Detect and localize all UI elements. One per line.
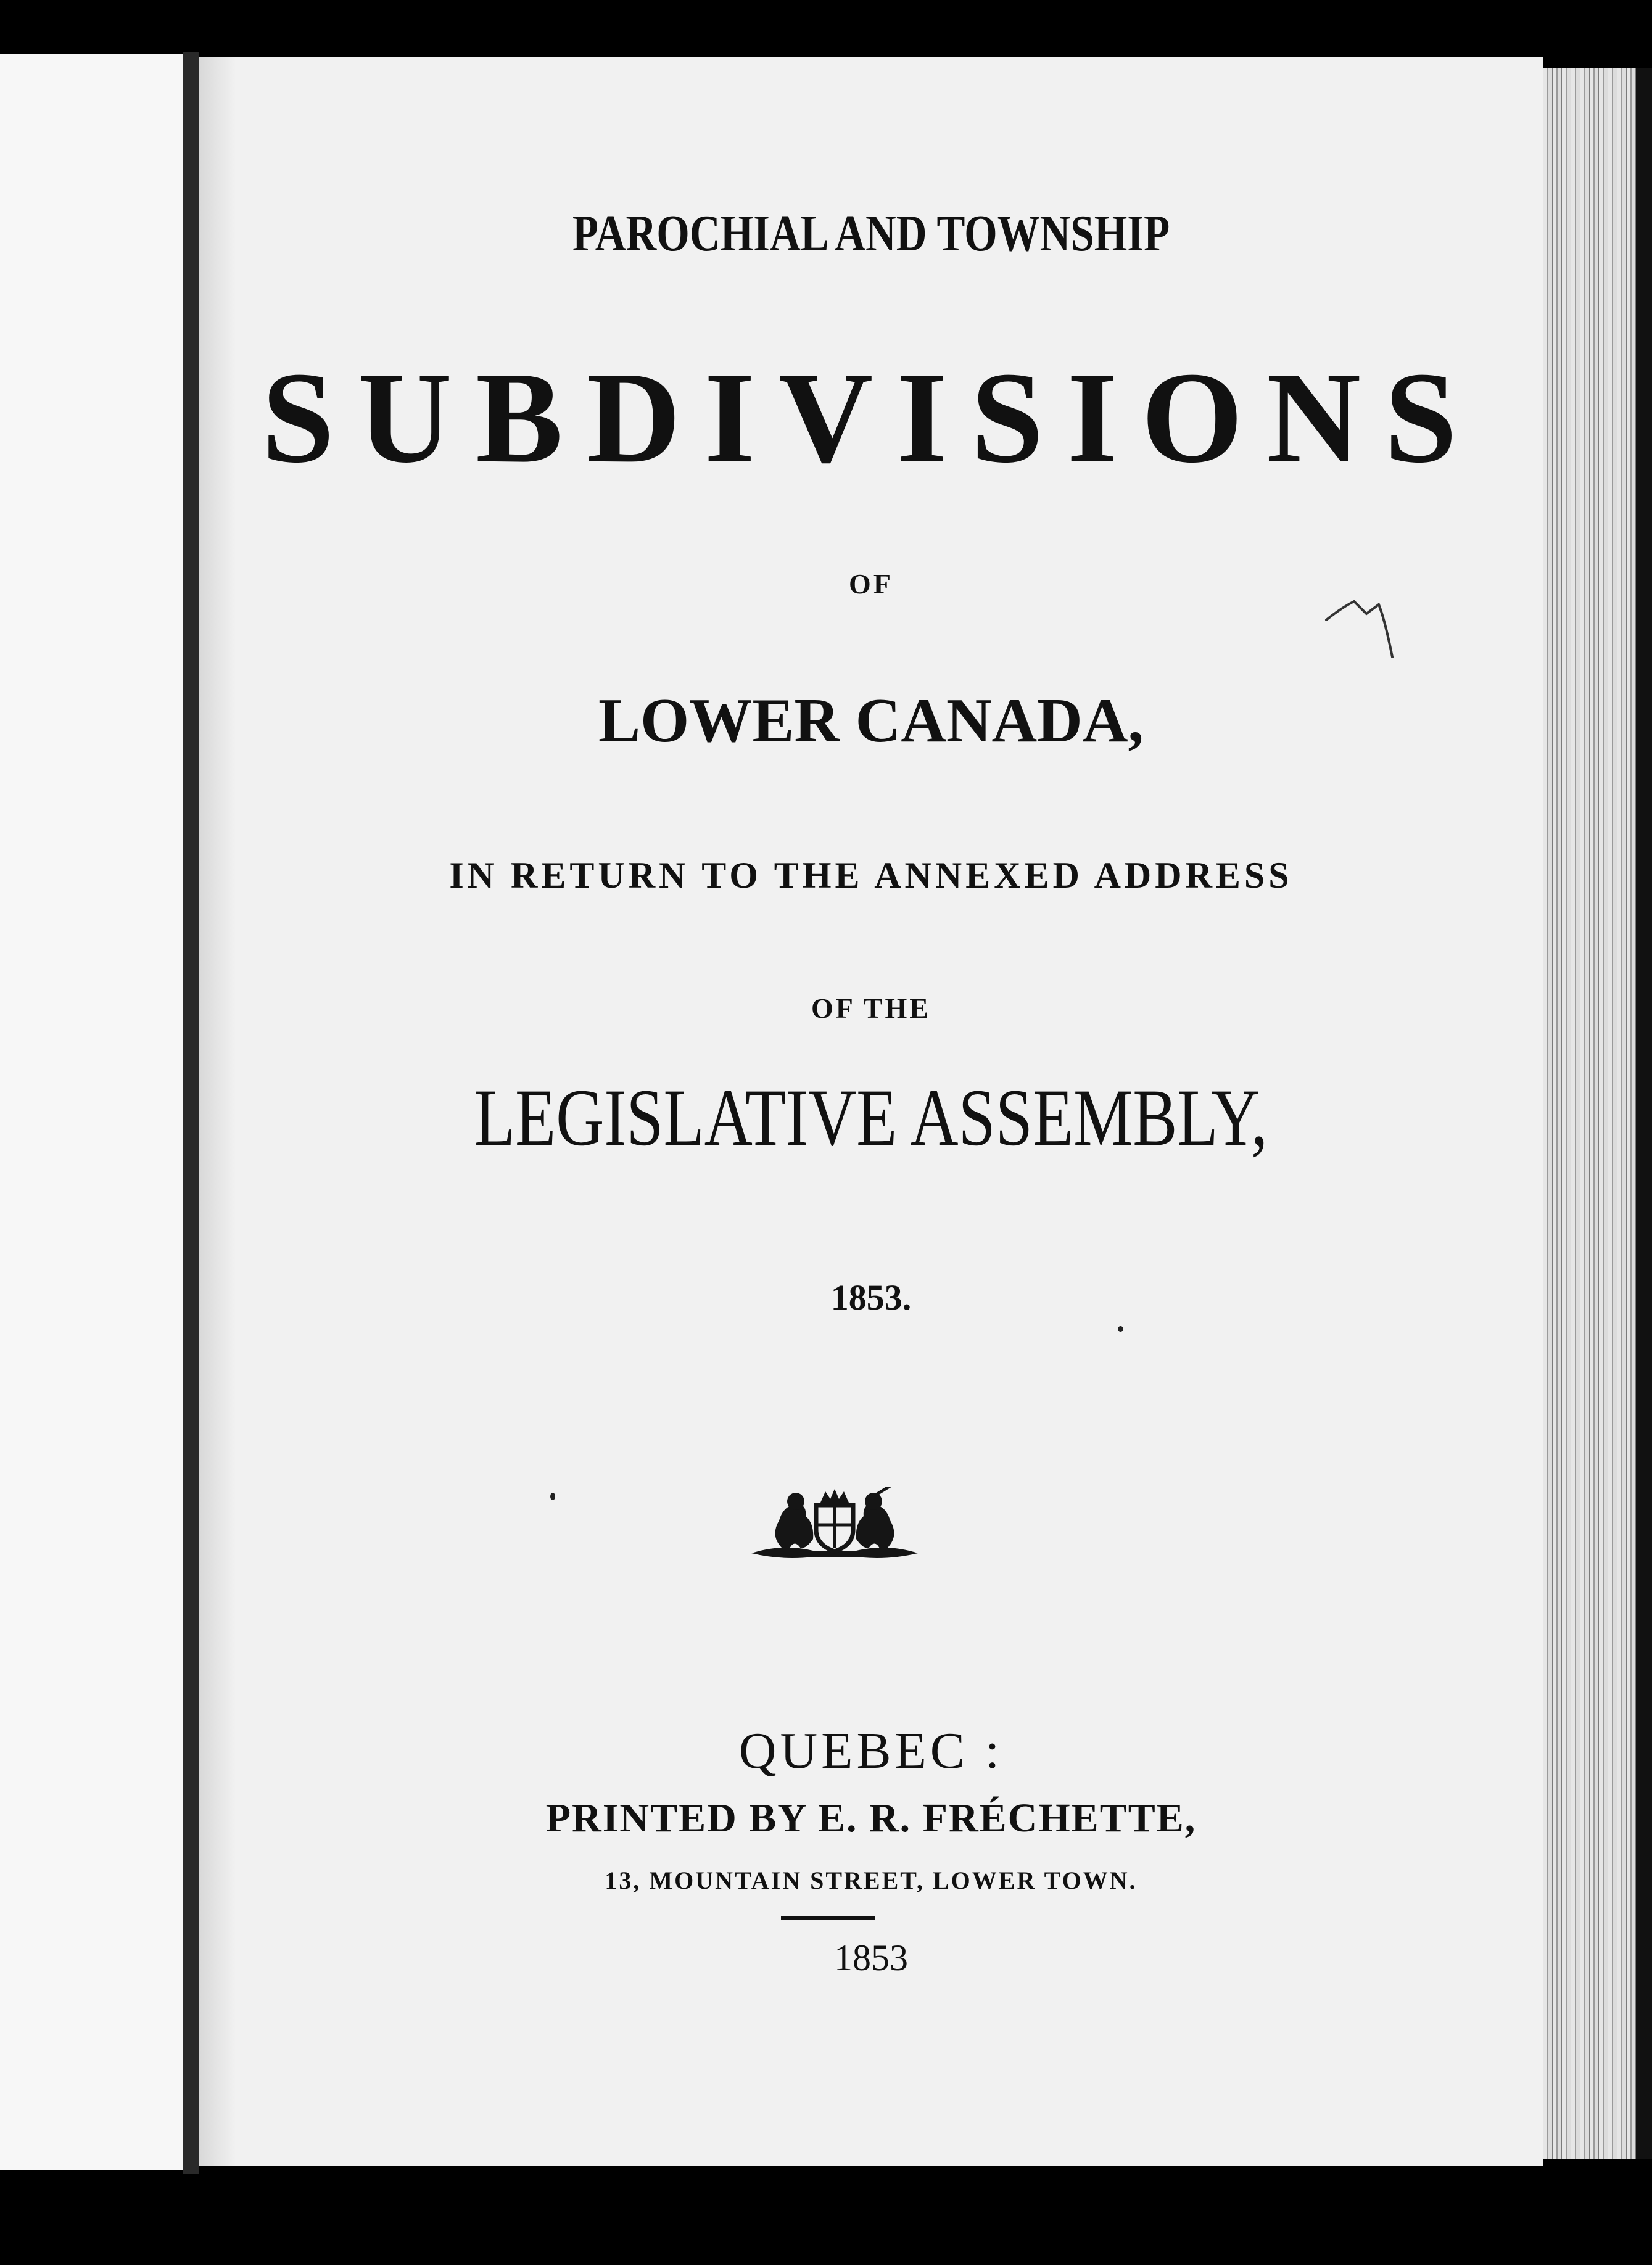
pencil-mark [1323,595,1397,663]
title-year: 1853. [830,1277,912,1318]
title-line-of-the: OF THE [811,992,931,1024]
title-main-subdivisions: SUBDIVISIONS [262,345,1481,490]
ink-speck [1118,1326,1123,1332]
title-line-legislative-assembly: LEGISLATIVE ASSEMBLY, [474,1072,1268,1163]
royal-coat-of-arms-icon [745,1487,924,1564]
book-edge-shadow [1636,68,1652,2159]
imprint-year: 1853 [834,1937,908,1978]
title-line-parochial: PAROCHIAL AND TOWNSHIP [572,205,1170,262]
imprint-divider [781,1916,875,1920]
ink-speck [550,1493,555,1500]
title-line-of: OF [849,568,893,600]
title-line-return: IN RETURN TO THE ANNEXED ADDRESS [449,855,1293,896]
imprint-address: 13, MOUNTAIN STREET, LOWER TOWN. [605,1867,1138,1894]
book-gutter [183,52,199,2174]
left-facing-page [0,54,183,2170]
imprint-place: QUEBEC : [738,1722,1004,1780]
imprint-printer: PRINTED BY E. R. FRÉCHETTE, [545,1796,1197,1841]
title-line-lower-canada: LOWER CANADA, [598,686,1144,756]
